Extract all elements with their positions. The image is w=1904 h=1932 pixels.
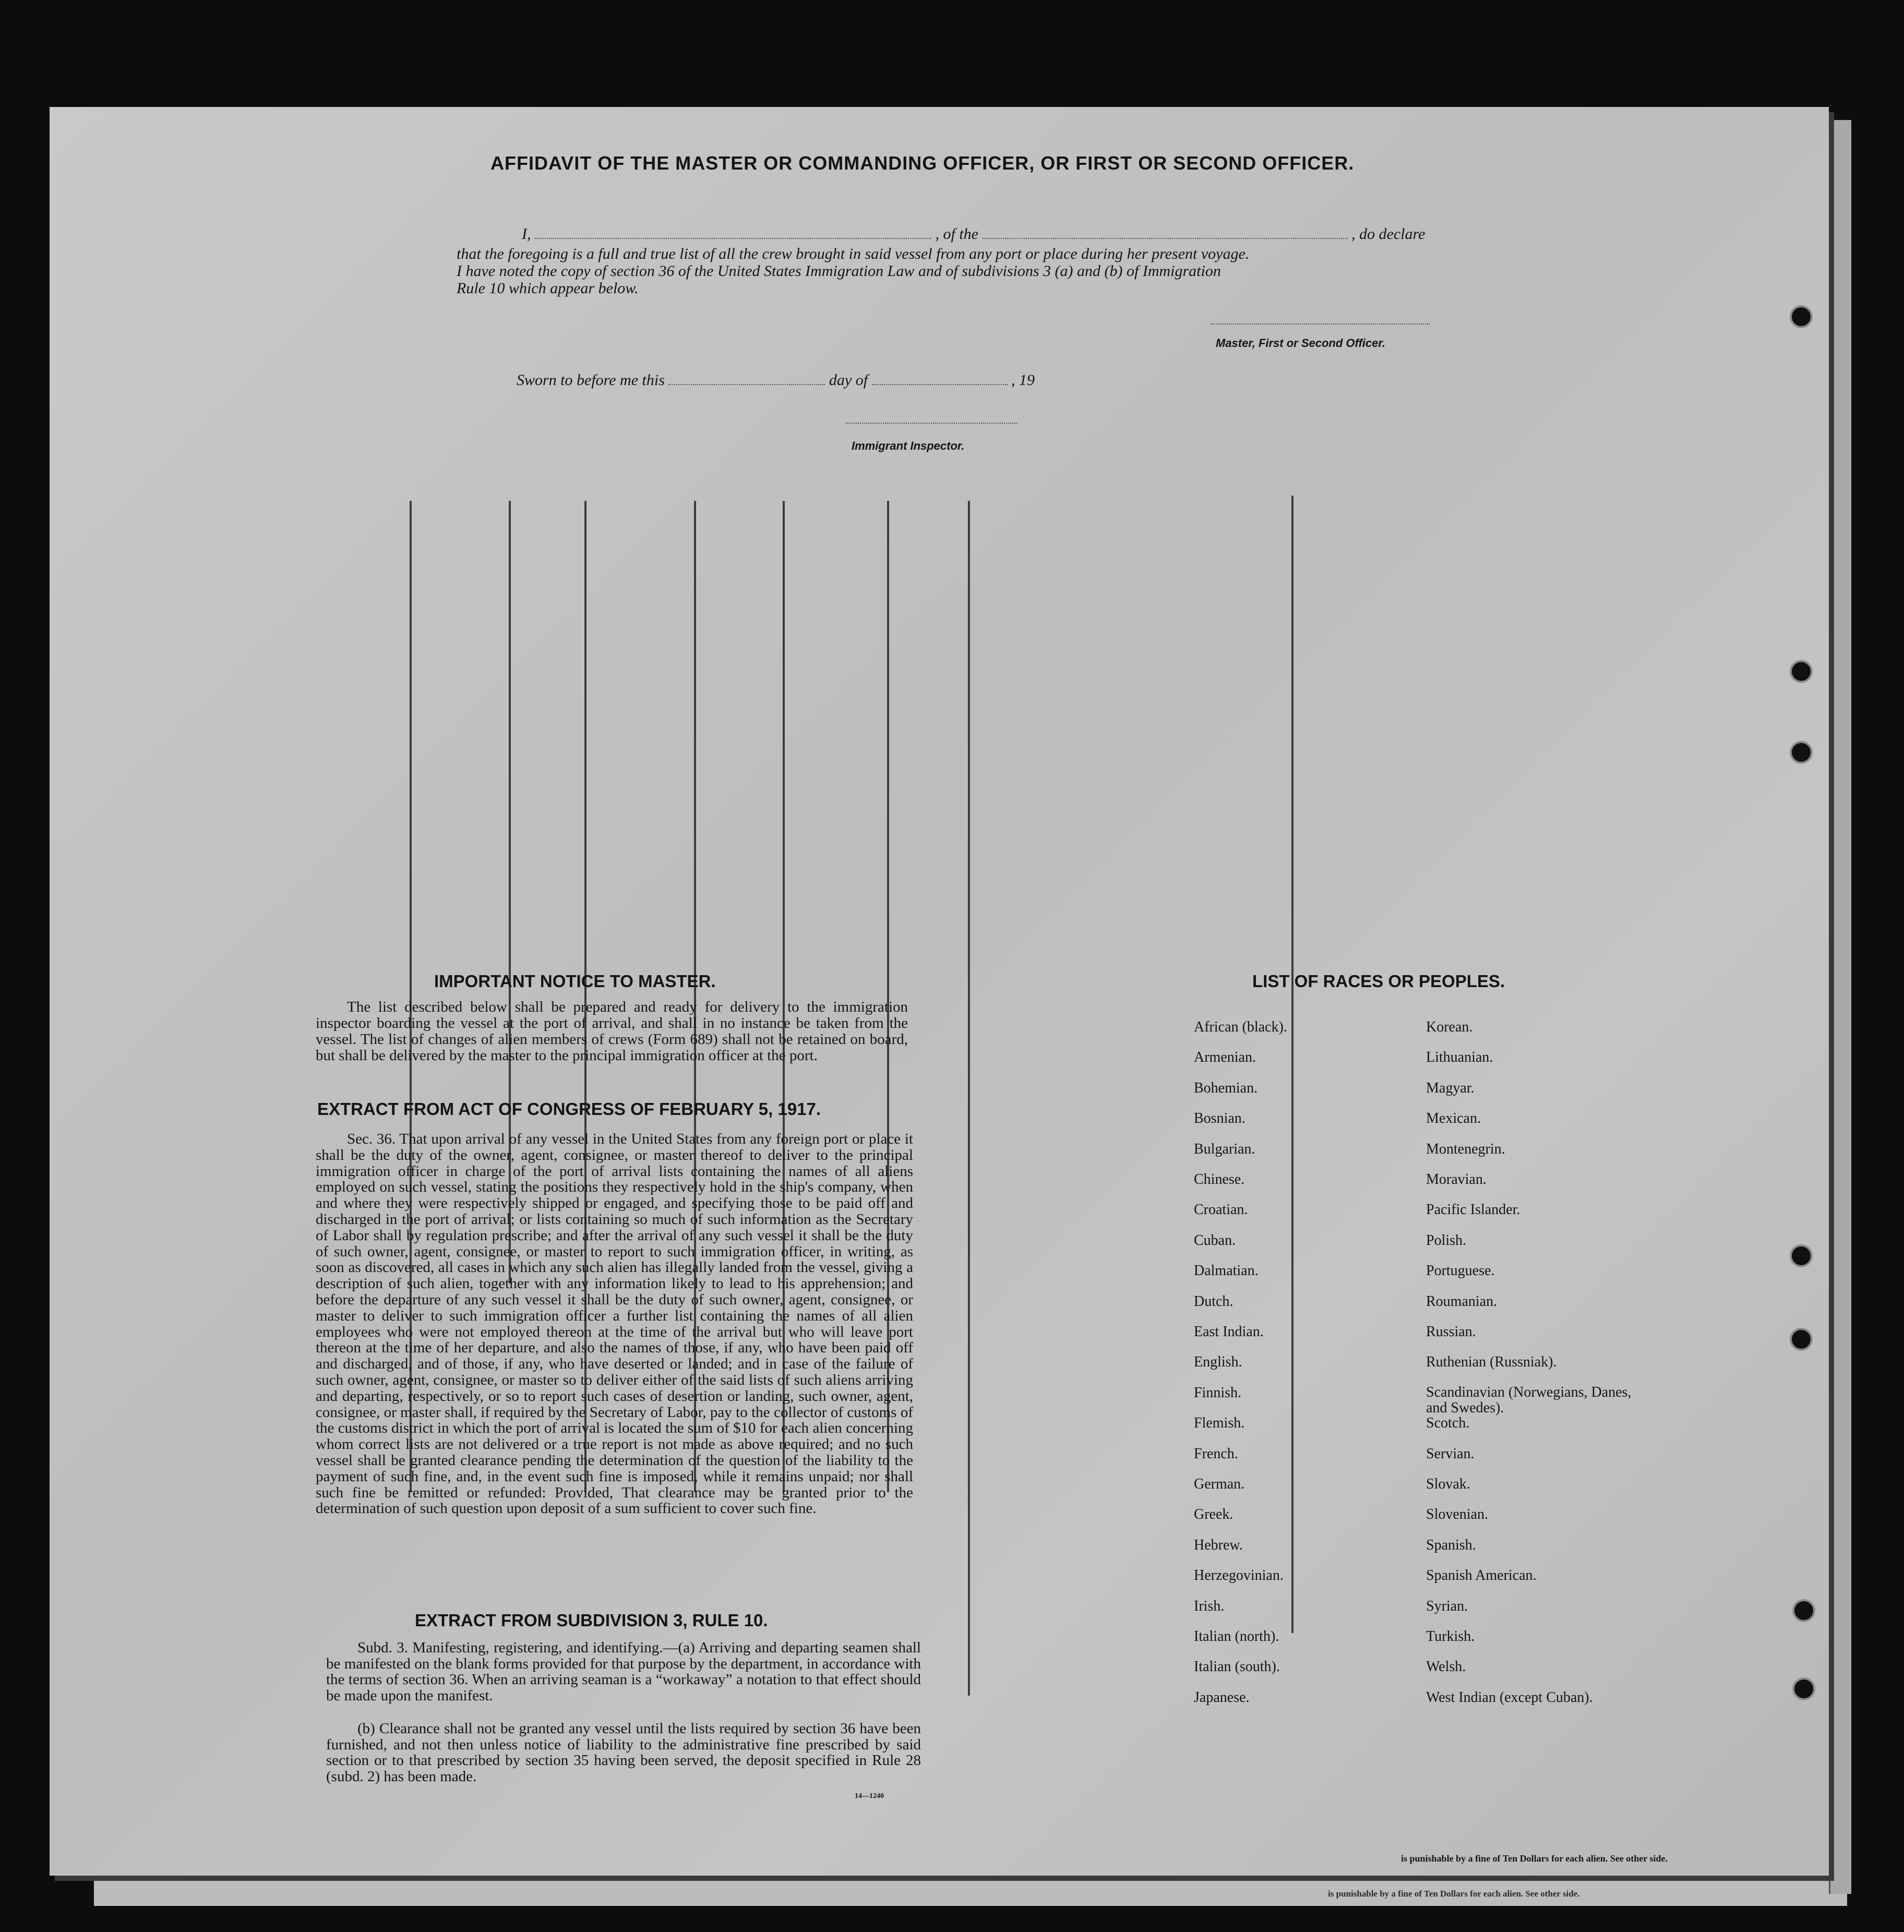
notice-body: The list described below shall be prepared and ready for delivery to the immigration inspector boarding the vessel at the port of arrival, and shall in no instance be taken from the vessel. The list of changes of alien members of crews (Form 689) shall not be retained on board, but shall be delivered by the master to the principal immigration officer at the port. [316,999,908,1064]
sworn-line [517,371,1035,389]
race-item: Polish. [1426,1232,1467,1249]
race-item: German. [1194,1476,1245,1492]
race-item: Spanish American. [1426,1567,1537,1584]
race-item: Lithuanian. [1426,1049,1493,1066]
race-item: Hebrew. [1194,1537,1243,1553]
fine-note: is punishable by a fine of Ten Dollars for each alien. See other side. [1401,1853,1668,1864]
race-item: Herzegovinian. [1194,1567,1284,1584]
race-item: Portuguese. [1426,1263,1495,1279]
master-signature-field[interactable] [1211,323,1430,325]
race-item: African (black). [1194,1019,1287,1035]
race-item: Bulgarian. [1194,1141,1255,1157]
race-item: Bosnian. [1194,1110,1246,1127]
fine-note-underlying: is punishable by a fine of Ten Dollars for each alien. See other side. [1328,1889,1580,1899]
affidavit-line-1 [522,225,1425,243]
declarant-name-field[interactable] [535,238,931,239]
race-item: Italian (north). [1194,1628,1279,1645]
race-item: West Indian (except Cuban). [1426,1689,1593,1706]
race-item: Scotch. [1426,1415,1470,1432]
affidavit-line-2: that the foregoing is a full and true list of all the crew brought in said vessel from any port or place during her present voyage. [457,245,1250,262]
race-item: Slovak. [1426,1476,1470,1492]
inspector-signature-field[interactable] [845,423,1017,424]
race-item: Pacific Islander. [1426,1202,1520,1218]
punch-hole [1790,1244,1813,1267]
punch-hole [1790,305,1813,328]
affidavit-line-3: I have noted the copy of section 36 of the United States Immigration Law and of subdivisions 3 (a) and (b) of Immigration [457,262,1221,280]
underlying-sheet-edge [1829,120,1851,1894]
race-item: Cuban. [1194,1232,1236,1249]
race-item: Dalmatian. [1194,1263,1259,1279]
race-item: Flemish. [1194,1415,1245,1432]
of-the-label: , of the [935,225,978,243]
punch-hole [1790,1328,1813,1351]
race-item: Scandinavian (Norwegians, Danes, and Swedes). [1426,1384,1632,1416]
race-item: Bohemian. [1194,1079,1258,1096]
race-item: Slovenian. [1426,1506,1488,1523]
race-item: Servian. [1426,1445,1475,1462]
punch-hole [1790,660,1813,683]
races-title: LIST OF RACES OR PEOPLES. [1252,971,1505,991]
form-number: 14—1240 [855,1792,884,1800]
punch-hole [1792,1599,1815,1622]
race-item: Italian (south). [1194,1659,1280,1675]
sworn-day-field[interactable] [668,384,825,385]
race-item: Dutch. [1194,1293,1234,1310]
race-item: Montenegrin. [1426,1141,1505,1157]
race-item: Welsh. [1426,1659,1466,1675]
extract-act-body: Sec. 36. That upon arrival of any vessel in the United States from any foreign port or place it shall be the duty of the owner, agent, consignee, or master thereof to deliver to the principal immigration officer in charge of the port of arrival lists containing the names of all aliens employed on such vessel, stating the positions they respectively hold in the ship's company, when and where they were respectively shipped or engaged, and specifying those to be paid off and discharged in the port of arrival; or lists containing so much of such information as the Secretary of Labor shall by regulation prescribe; and after the arrival of any such vessel it shall be the duty of such owner, agent, consignee, or master to report to such immigration officer, in writing, as soon as discovered, all cases in which any such alien has illegally landed from the vessel, giving a description of such alien, together with any information likely to lead to his apprehension; and before the departure of any such vessel it shall be the duty of such owner, agent, consignee, or master to deliver to such immigration officer a further list containing the names of all alien employees who were not employed thereon at the time of the arrival but who will leave port thereon at the time of her departure, and also the names of those, if any, who have been paid off and discharged, and of those, if any, who have deserted or landed; and in case of the failure of such owner, agent, consignee, or master so to deliver either of the said lists of such aliens arriving and departing, respectively, or so to report such cases of desertion or landing, such owner, agent, consignee, or master shall, if required by the Secretary of Labor, pay to the collector of customs of the customs district in which the port of arrival is located the sum of $10 for each alien concerning whom correct lists are not delivered or a true report is not made as above required; and no such vessel shall be granted clearance pending the determination of the question of the liability to the payment of such fine, and, in the event such fine is imposed, while it remains unpaid; nor shall such fine be remitted or refunded: Provided, That clearance may be granted prior to the determination of such question upon deposit of a sum sufficient to cover such fine. [316,1131,913,1517]
vessel-name-field[interactable] [983,238,1348,239]
extract-rule-title: EXTRACT FROM SUBDIVISION 3, RULE 10. [415,1611,768,1630]
master-caption: Master, First or Second Officer. [1216,337,1385,350]
affidavit-line-4: Rule 10 which appear below. [457,280,639,297]
column-rule [968,501,970,1696]
race-item: Ruthenian (Russniak). [1426,1354,1557,1371]
year-label: , 19 [1011,371,1035,389]
declare-label: , do declare [1351,225,1426,243]
subdivision-a: Subd. 3. Manifesting, registering, and identifying.—(a) Arriving and departing seamen shall be manifested on the blank forms provided for that purpose by the department, in accordance with the terms of section 36. When an arriving seaman is a “workaway” a notation to that effect should be made upon the manifest. [326,1639,921,1704]
race-item: Armenian. [1194,1049,1256,1066]
race-item: Japanese. [1194,1689,1250,1706]
punch-hole [1792,1677,1815,1700]
race-item: English. [1194,1354,1242,1371]
race-item: Magyar. [1426,1079,1475,1096]
affidavit-title: AFFIDAVIT OF THE MASTER OR COMMANDING OFFICER, OR FIRST OR SECOND OFFICER. [490,152,1355,174]
notice-title: IMPORTANT NOTICE TO MASTER. [434,971,716,991]
subdivision-b: (b) Clearance shall not be granted any vessel until the lists required by section 36 have been furnished, and not then unless notice of liability to the administrative fine prescribed by said section or to that prescribed by section 35 having been served, the deposit specified in Rule 28 (subd. 2) has been made. [326,1720,921,1785]
race-item: Chinese. [1194,1171,1245,1187]
race-item: Spanish. [1426,1537,1476,1553]
race-item: Finnish. [1194,1384,1242,1401]
race-item: Russian. [1426,1324,1476,1340]
declarant-label: I, [522,225,531,243]
race-item: Syrian. [1426,1598,1468,1614]
race-item: Roumanian. [1426,1293,1498,1310]
column-rule [1291,496,1294,1633]
sworn-month-field[interactable] [872,384,1008,385]
sworn-label: Sworn to before me this [517,371,665,389]
day-of-label: day of [829,371,868,389]
race-item: Irish. [1194,1598,1225,1614]
race-item: Korean. [1426,1019,1473,1035]
race-item: French. [1194,1445,1238,1462]
race-item: Mexican. [1426,1110,1481,1127]
race-item: Turkish. [1426,1628,1475,1645]
race-item: Croatian. [1194,1202,1248,1218]
race-item: Moravian. [1426,1171,1487,1187]
punch-hole [1790,741,1813,764]
race-item: Greek. [1194,1506,1234,1523]
race-item: East Indian. [1194,1324,1264,1340]
inspector-caption: Immigrant Inspector. [852,439,965,452]
extract-act-title: EXTRACT FROM ACT OF CONGRESS OF FEBRUARY 5, 1917. [317,1099,821,1119]
